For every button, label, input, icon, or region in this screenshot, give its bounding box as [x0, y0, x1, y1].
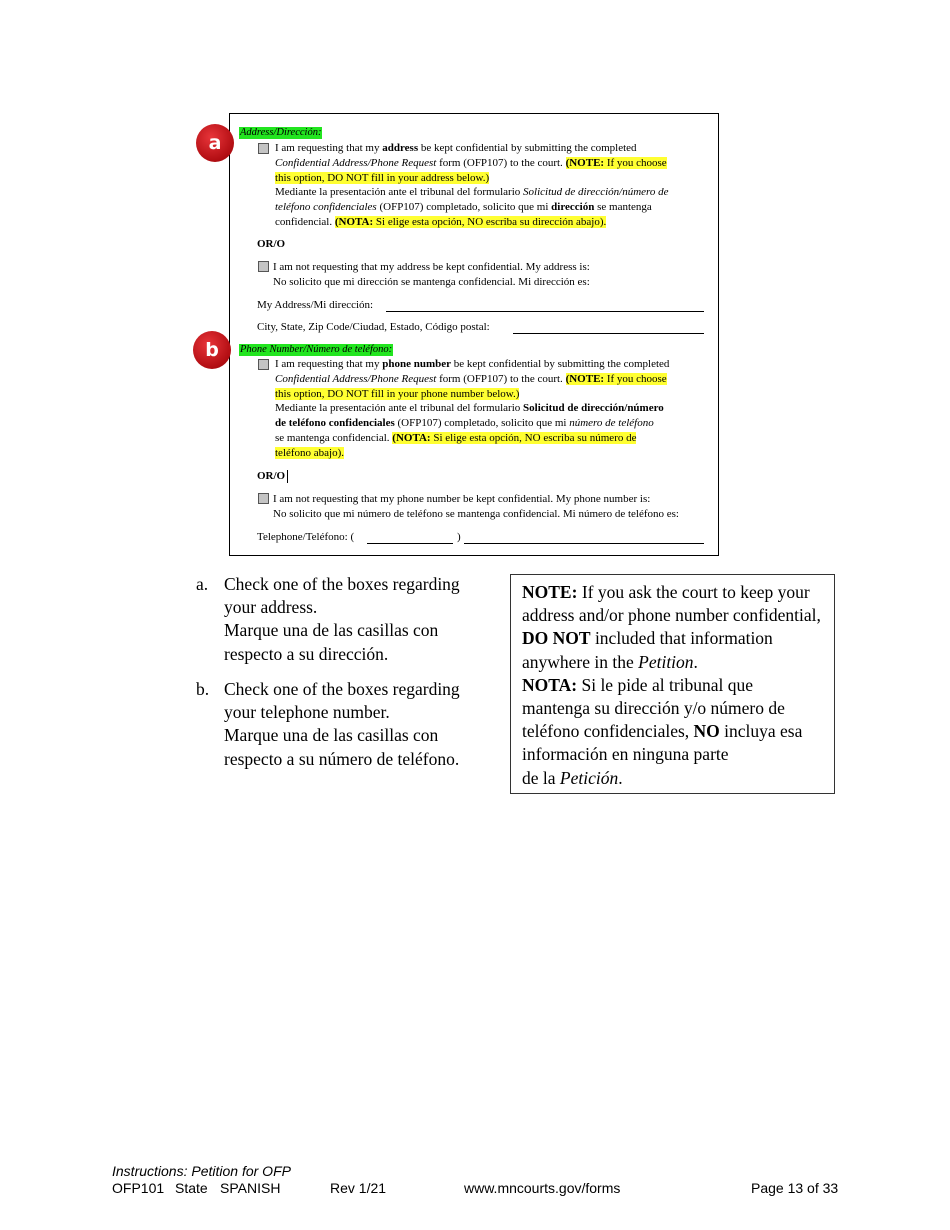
- phone-not-confidential-option: I am not requesting that my phone number be kept confidential. My phone number is: No solicito que mi número de teléfono se mantenga confidencial. Mi número de teléfono es:: [273, 493, 679, 520]
- marker-b-letter: b: [205, 339, 219, 361]
- address-not-confidential-checkbox[interactable]: [258, 261, 269, 272]
- footer-page-number: Page 13 of 33: [751, 1180, 839, 1196]
- marker-a-letter: a: [208, 132, 222, 154]
- footer-form-code: OFP101: [112, 1180, 165, 1196]
- footer-url[interactable]: www.mncourts.gov/forms: [464, 1180, 621, 1196]
- note-english: NOTE: If you ask the court to keep your address and/or phone number confidential, DO NOT included that information anywhere in the Petition.: [522, 582, 821, 672]
- phone-number-line: [464, 543, 704, 544]
- or-label-a: OR/O: [257, 238, 286, 250]
- address-confidential-option: I am requesting that my address be kept confidential by submitting the completed Confidential Address/Phone Request form (OFP107) to the court. (NOTE: If you choose this option, DO NOT fill in your address below.) Mediante la presentación ante el tribunal del formulario Solicitud de dirección/número de teléfono confidenciales (OFP107) completado, solicito que mi dirección se mantenga confidencial. (NOTA: Si elige esta opción, NO escriba su dirección abajo).: [275, 142, 669, 228]
- marker-a: [196, 124, 234, 162]
- phone-confidential-checkbox[interactable]: [258, 359, 269, 370]
- footer-state: State: [175, 1180, 208, 1196]
- instruction-a: a. Check one of the boxes regarding your address. Marque una de las casillas con respecto a su dirección.: [196, 574, 460, 664]
- area-code-line: [367, 543, 453, 544]
- section-b-title: Phone Number/Número de teléfono:: [240, 344, 393, 355]
- footer-revision: Rev 1/21: [330, 1180, 387, 1196]
- instruction-b: b. Check one of the boxes regarding your telephone number. Marque una de las casillas con respecto a su número de teléfono.: [196, 679, 460, 769]
- city-field-line: [513, 333, 704, 334]
- text-cursor: [287, 470, 288, 483]
- address-not-confidential-option: I am not requesting that my address be kept confidential. My address is: No solicito que mi dirección se mantenga confidencial. Mi dirección es:: [273, 261, 590, 288]
- phone-field-label: Telephone/Teléfono: (: [257, 531, 355, 543]
- footer-language: SPANISH: [220, 1180, 281, 1196]
- phone-confidential-option: I am requesting that my phone number be kept confidential by submitting the completed Confidential Address/Phone Request form (OFP107) to the court. (NOTE: If you choose this option, DO NOT fill in your phone number below.) Mediante la presentación ante el tribunal del formulario Solicitud de dirección/número de teléfono confidenciales (OFP107) completado, solicito que mi número de teléfono se mantenga confidencial. (NOTA: Si elige esta opción, NO escriba su número de teléfono abajo).: [275, 358, 670, 459]
- phone-not-confidential-checkbox[interactable]: [258, 493, 269, 504]
- marker-b: [193, 331, 231, 369]
- city-field-label: City, State, Zip Code/Ciudad, Estado, Código postal:: [257, 321, 490, 333]
- section-a-title: Address/Dirección:: [240, 127, 322, 138]
- instruction-b-letter: b.: [196, 679, 210, 699]
- note-spanish: NOTA: Si le pide al tribunal que mantenga su dirección y/o número de teléfono confidenciales, NO incluya esa información en ninguna parte de la Petición.: [522, 674, 803, 788]
- address-field-label: My Address/Mi dirección:: [257, 299, 374, 311]
- address-field-line: [386, 311, 704, 312]
- address-confidential-checkbox[interactable]: [258, 143, 269, 154]
- or-label-b: OR/O: [257, 470, 286, 482]
- phone-field-close: ): [457, 531, 461, 543]
- footer-title: Instructions: Petition for OFP: [112, 1163, 291, 1179]
- note-box: [510, 574, 835, 794]
- instruction-a-letter: a.: [196, 574, 209, 594]
